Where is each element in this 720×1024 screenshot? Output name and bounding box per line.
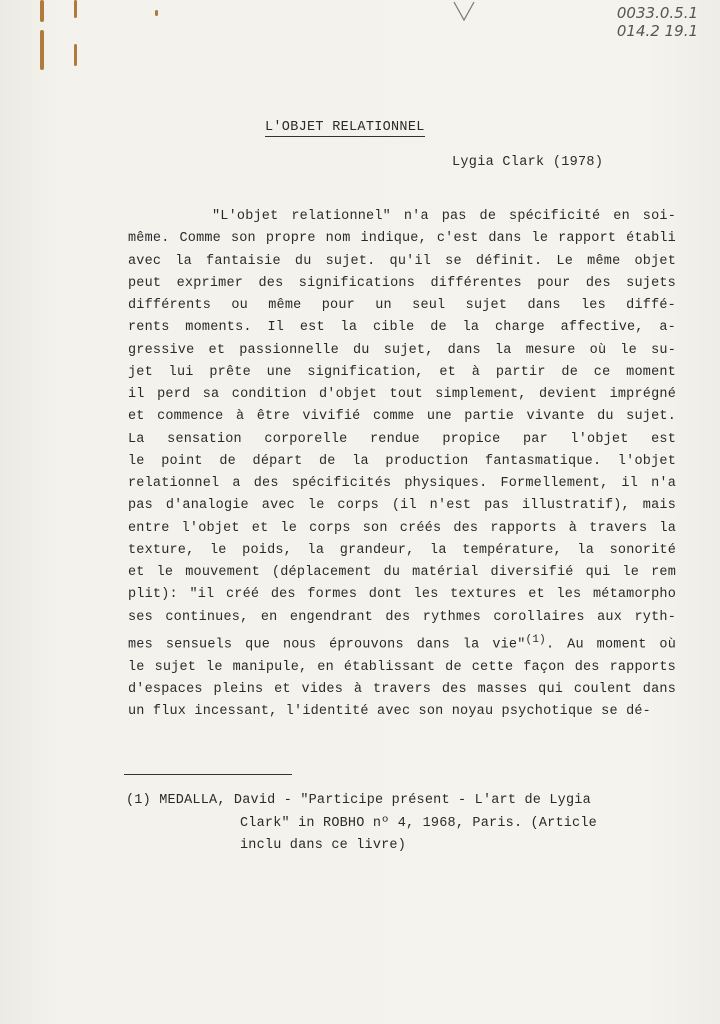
body-line: entre l'objet et le corps son créés des rapports à travers la: [128, 520, 676, 536]
archive-codes: [617, 4, 698, 40]
body-line: pas d'analogie avec le corps (il n'est pas illustratif), mais: [128, 498, 676, 514]
footnote-divider: [124, 774, 292, 775]
body-line: mes sensuels que nous éprouvons dans la vie"$^{(1)}$. Au moment où: [128, 633, 677, 653]
staple-mark-left: [40, 0, 44, 22]
footnote: [126, 790, 646, 858]
footnote-line: (1) MEDALLA, David - "Participe présent - L'art de Lygia: [126, 793, 591, 808]
archive-code-1: 0033.0.5.1: [616, 4, 698, 22]
body-line: "L'objet relationnel" n'a pas de spécificité en soi-: [212, 209, 676, 224]
body-line: différents ou même pour un seul sujet dans les diffé-: [128, 298, 676, 313]
body-line: le point de départ de la production fantasmatique. l'objet: [128, 453, 676, 469]
body-line: La sensation corporelle rendue propice par l'objet est: [128, 431, 676, 447]
body-line: il perd sa condition d'objet tout simplement, devient imprégné: [128, 387, 676, 402]
document-author: Lygia Clark (1978): [452, 155, 604, 170]
body-line: jet lui prête une signification, et à partir de ce moment: [128, 364, 676, 380]
footnote-line: Clark" in ROBHO nº 4, 1968, Paris. (Article: [240, 815, 597, 831]
document-title: L'OBJET RELATIONNEL: [265, 120, 425, 135]
body-line: rents moments. Il est la cible de la charge affective, a-: [128, 320, 676, 336]
fold-mark-icon: [452, 0, 476, 24]
body-line: ses continues, en engendrant des rythmes corollaires aux ryth-: [128, 609, 676, 625]
body-line: plit): "il créé des formes dont les textures et les métamorpho: [128, 587, 676, 603]
body-line: d'espaces pleins et vides à travers des masses qui coulent dans: [128, 681, 676, 697]
footnote-line: inclu dans ce livre): [240, 838, 407, 853]
body-line: texture, le poids, la grandeur, la température, la sonorité: [128, 542, 676, 558]
body-line: gressive et passionnelle du sujet, dans la mesure où le su-: [128, 342, 676, 358]
staple-mark-left-lower: [40, 30, 44, 70]
body-line: avec la fantaisie du sujet. qu'il se définit. Le même objet: [128, 253, 676, 269]
staple-dot: [155, 10, 158, 16]
body-line: un flux incessant, l'identité avec son noyau psychotique se dé-: [128, 704, 651, 719]
body-line: relationnel a des spécificités physiques. Formellement, il n'a: [128, 476, 676, 491]
body-line: peut exprimer des significations différentes pour des sujets: [128, 275, 676, 291]
archive-code-2: 014.2 19.1: [616, 22, 698, 40]
staple-mark-right-lower: [74, 44, 77, 66]
body-text: [128, 206, 676, 723]
staple-mark-right: [74, 0, 77, 18]
body-line: et le mouvement (déplacement du matérial diversifié qui le rem: [128, 565, 676, 580]
body-line: même. Comme son propre nom indique, c'est dans le rapport établi: [128, 231, 676, 247]
footnote-marker: (1): [525, 633, 546, 646]
body-line: et commence à être vivifié comme une partie vivante du sujet.: [128, 409, 676, 425]
body-line: le sujet le manipule, en établissant de cette façon des rapports: [128, 659, 676, 675]
